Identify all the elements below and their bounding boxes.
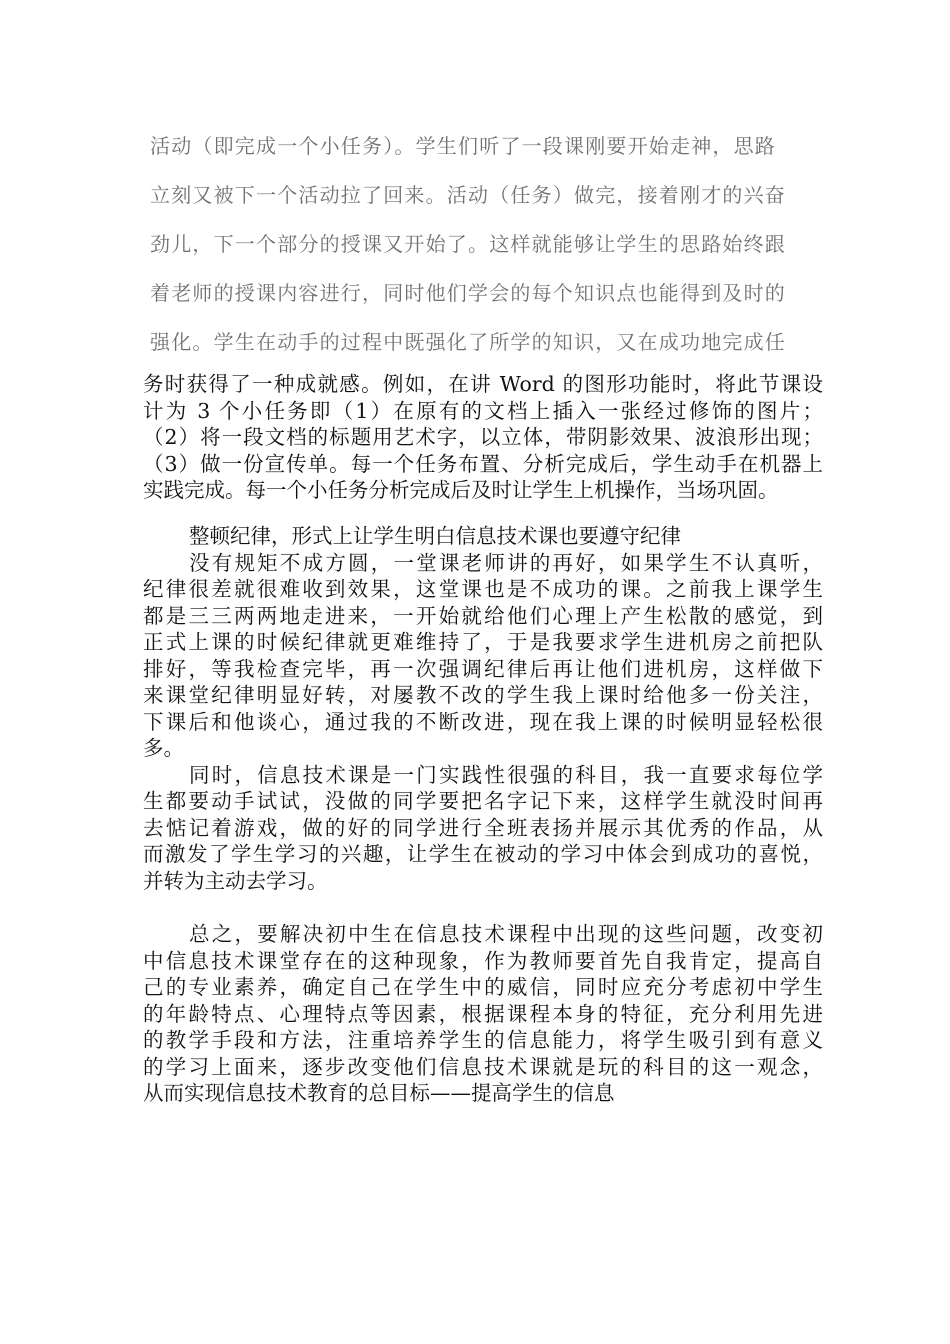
section-discipline	[143, 523, 823, 894]
text-line: 去惦记着游戏，做的好的同学进行全班表扬并展示其优秀的作品，从	[143, 815, 823, 840]
text-line: 从而实现信息技术教育的总目标——提高学生的信息	[143, 1081, 615, 1105]
image-text-line: 立刻又被下一个活动拉了回来。活动（任务）做完，接着刚才的兴奋	[150, 183, 786, 207]
section-heading: 整顿纪律，形式上让学生明白信息技术课也要遵守纪律	[189, 524, 681, 548]
text-line: 己的专业素养，确定自己在学生中的威信，同时应充分考虑初中学生	[143, 975, 823, 999]
text-line: 多。	[143, 736, 184, 760]
text-line: 生都要动手试试，没做的同学要把名字记下来，这样学生就没时间再	[143, 789, 823, 813]
text-line: 来课堂纪律明显好转，对屡教不改的学生我上课时给他多一份关注，	[143, 683, 823, 707]
image-text-line: 强化。学生在动手的过程中既强化了所学的知识，又在成功地完成任	[150, 330, 786, 354]
text-line: 中信息技术课堂存在的这种现象，作为教师要首先自我肯定，提高自	[143, 948, 823, 973]
text-line: 同时，信息技术课是一门实践性很强的科目，我一直要求每位学	[189, 762, 823, 787]
paragraph-discipline	[143, 550, 823, 762]
image-text-line: 着老师的授课内容进行，同时他们学会的每个知识点也能得到及时的	[150, 281, 786, 305]
image-text-line: 活动（即完成一个小任务）。学生们听了一段课刚要开始走神，思路	[150, 134, 776, 158]
text-line: 纪律很差就很难收到效果，这堂课也是不成功的课。之前我上课学生	[143, 577, 823, 601]
pasted-text-image	[140, 118, 810, 368]
text-line: （3）做一份宣传单。每一个任务布置、分析完成后，学生动手在机器上	[143, 451, 823, 476]
text-line: 的教学手段和方法，注重培养学生的信息能力，将学生吸引到有意义	[143, 1028, 823, 1052]
text-line: 的年龄特点、心理特点等因素，根据课程本身的特征，充分利用先进	[143, 1001, 823, 1026]
text-line: 排好，等我检查完毕，再一次强调纪律后再让他们进机房，这样做下	[143, 656, 823, 681]
paragraph-task-example	[143, 371, 823, 504]
paragraph-conclusion	[143, 921, 823, 1107]
text-line: 总之，要解决初中生在信息技术课程中出现的这些问题，改变初	[189, 922, 823, 946]
text-line: 都是三三两两地走进来，一开始就给他们心理上产生松散的感觉，到	[143, 603, 823, 628]
text-line: 计为 3 个小任务即（1）在原有的文档上插入一张经过修饰的图片；	[143, 398, 823, 423]
image-text-line: 劲儿，下一个部分的授课又开始了。这样就能够让学生的思路始终跟	[150, 232, 786, 256]
paragraph-practice	[143, 762, 823, 895]
text-line: 正式上课的时候纪律就更难维持了，于是我要求学生进机房之前把队	[143, 630, 823, 654]
text-line: 下课后和他谈心，通过我的不断改进，现在我上课的时候明显轻松很	[143, 709, 823, 734]
text-line: 没有规矩不成方圆，一堂课老师讲的再好，如果学生不认真听，	[189, 550, 823, 575]
text-line: 实践完成。每一个小任务分析完成后及时让学生上机操作，当场巩固。	[143, 478, 779, 502]
text-line: （2）将一段文档的标题用艺术字，以立体，带阴影效果、波浪形出现；	[143, 425, 823, 449]
text-line: 务时获得了一种成就感。例如，在讲 Word 的图形功能时，将此节课设	[143, 372, 823, 396]
text-line: 并转为主动去学习。	[143, 868, 328, 893]
text-line: 而激发了学生学习的兴趣，让学生在被动的学习中体会到成功的喜悦，	[143, 842, 823, 866]
text-line: 的学习上面来，逐步改变他们信息技术课就是玩的科目的这一观念，	[143, 1054, 823, 1079]
